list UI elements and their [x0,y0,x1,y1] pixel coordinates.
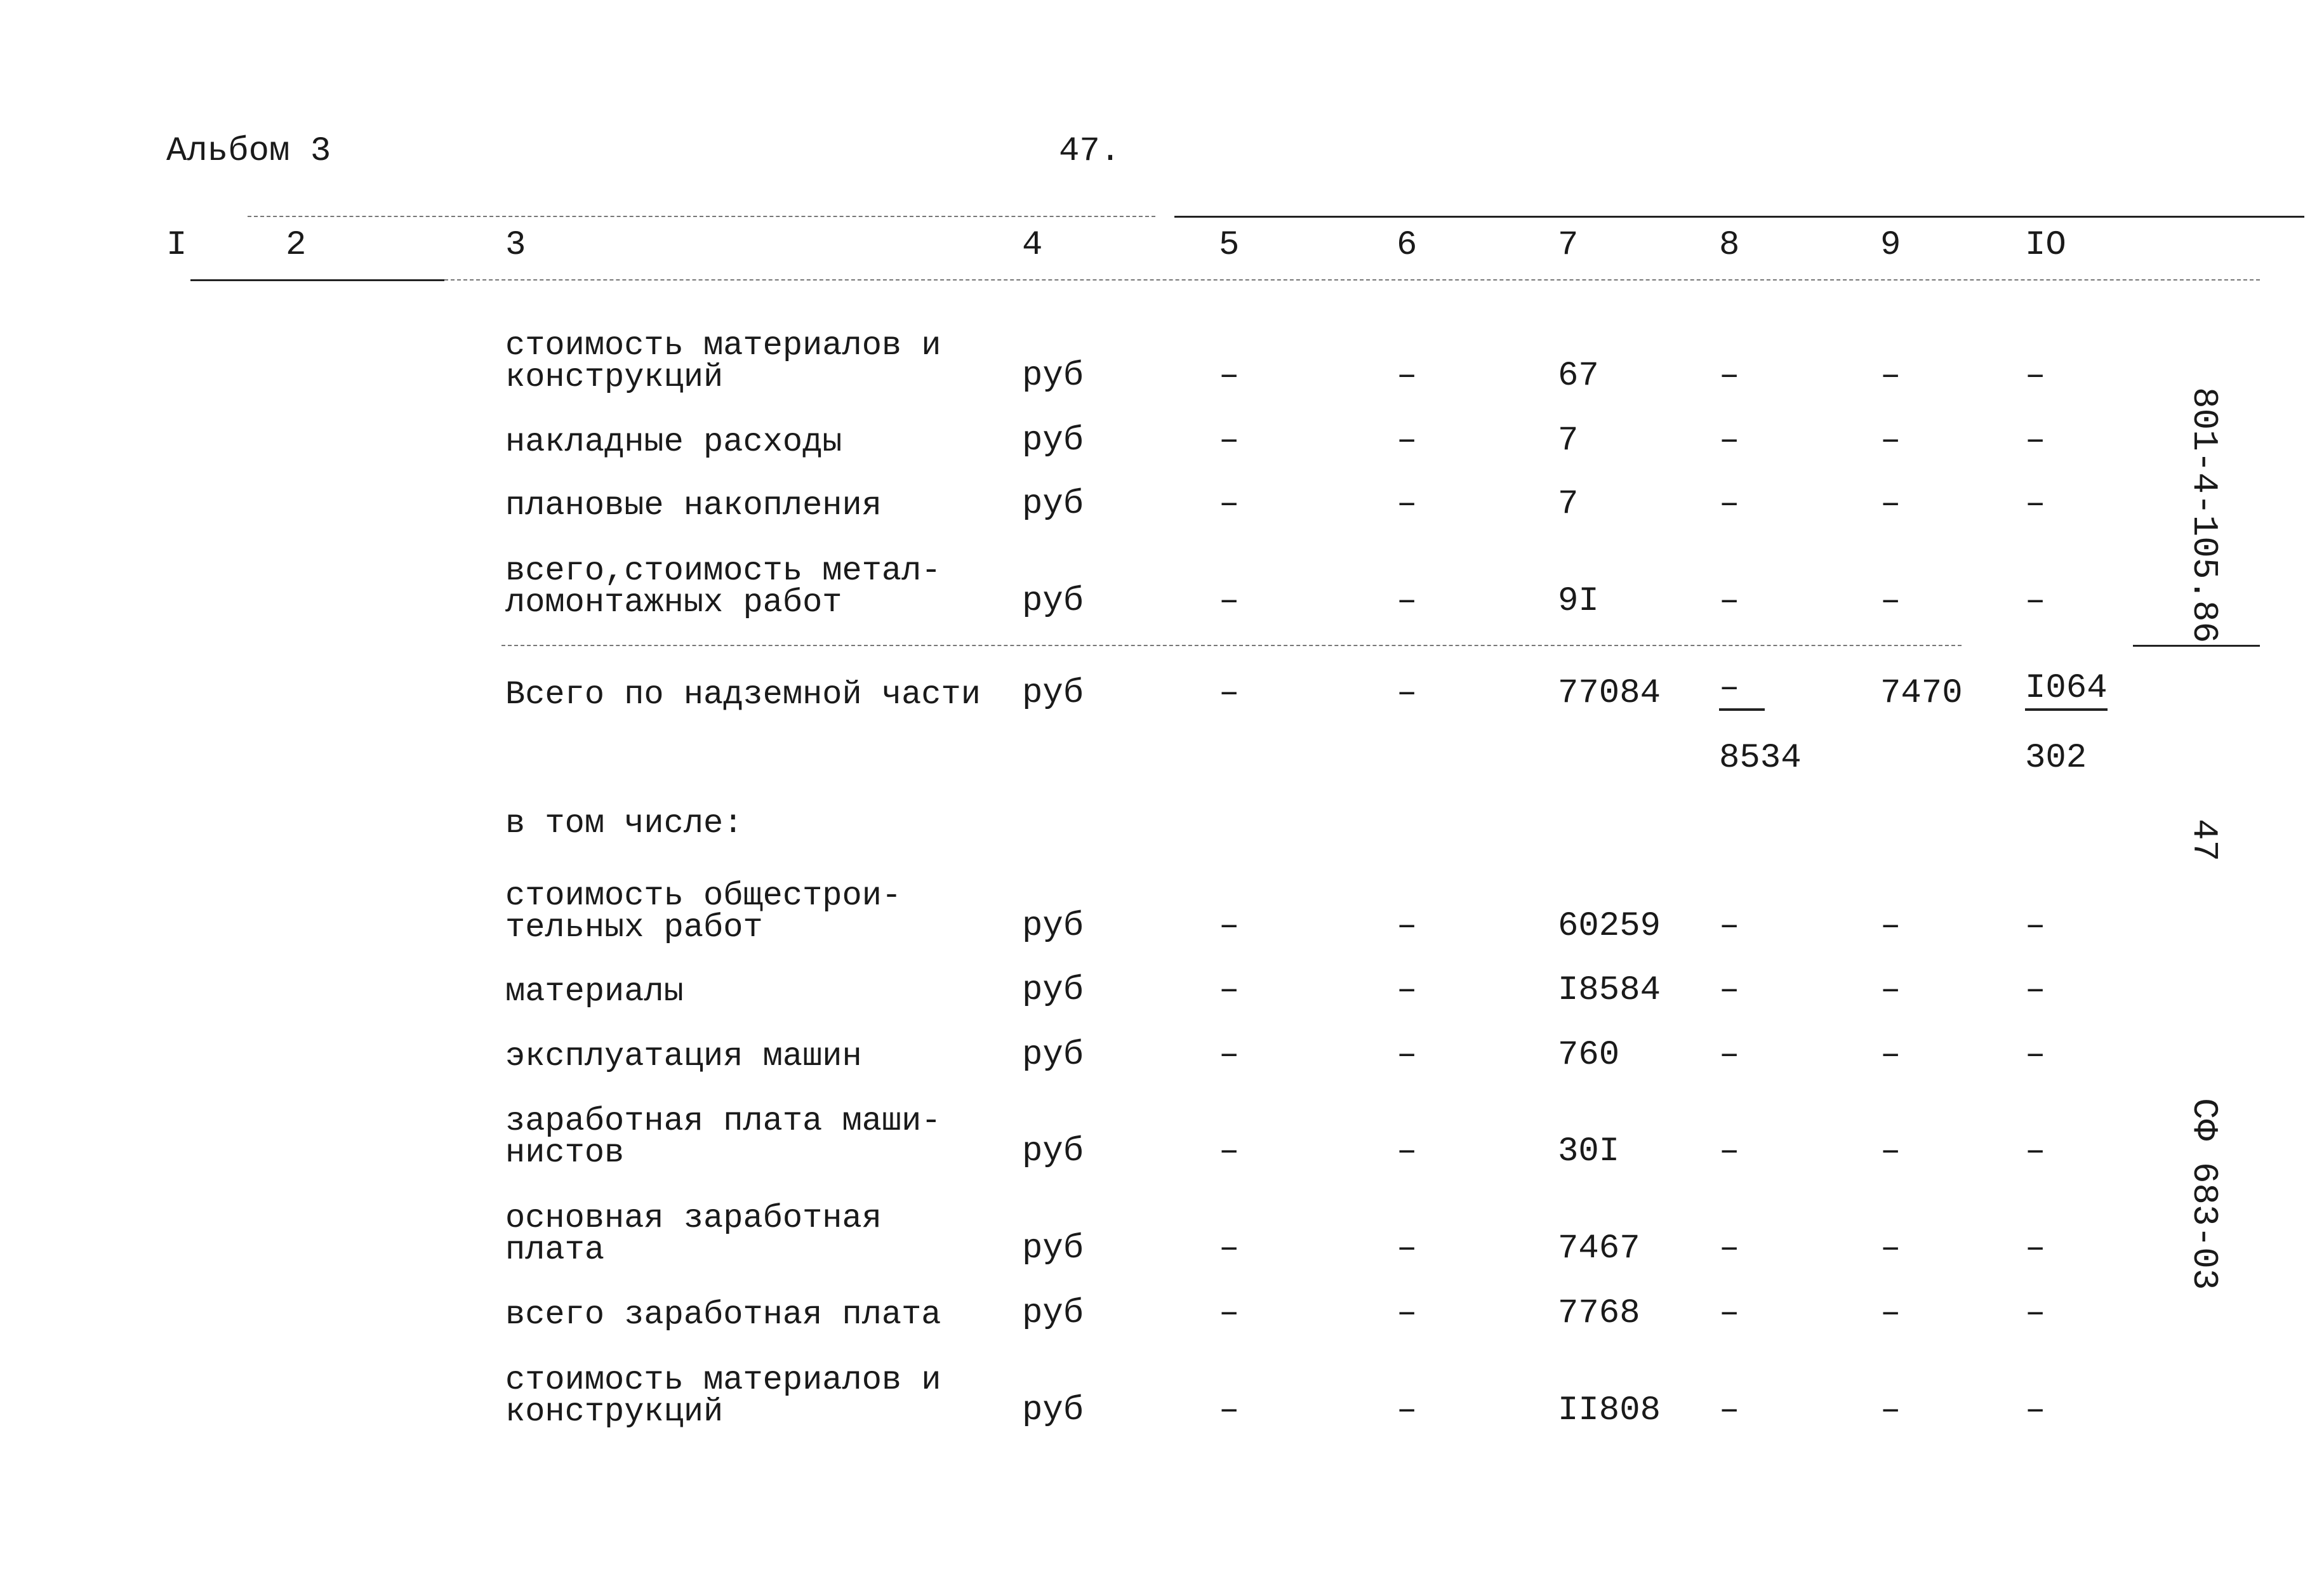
row-col9: – [1880,582,1901,621]
row-col6: – [1397,485,1418,524]
row-col9: – [1880,1294,1901,1333]
row-unit: руб [1022,1294,1084,1333]
row-col10: – [2025,1294,2046,1333]
row-col7: 30I [1558,1132,1620,1171]
row-col8: – [1719,1294,1740,1333]
row-col8: – [1719,357,1740,395]
total-row-col6: – [1397,674,1418,713]
row-col10: – [2025,1036,2046,1075]
row-col9: – [1880,971,1901,1010]
row-col10: – [2025,907,2046,946]
row-unit: руб [1022,582,1084,621]
subheading: в том числе: [505,805,743,842]
total-row [0,666,2324,711]
row-col7: 60259 [1558,907,1661,946]
row-col5: – [1219,1294,1240,1333]
row-col8: – [1719,1132,1740,1171]
row-col9: – [1880,907,1901,946]
row-col5: – [1219,421,1240,460]
row-col6: – [1397,1391,1418,1430]
total-separator-faint [501,645,1962,646]
row-col5: – [1219,357,1240,395]
total-row-col9: 7470 [1880,674,1963,713]
row-col5: – [1219,1036,1240,1075]
top-rule-left [248,216,1155,217]
row-col9: – [1880,485,1901,524]
row-col7: 7467 [1558,1229,1640,1268]
total-row-col8-denominator: 8534 [1719,739,1802,777]
row-col6: – [1397,357,1418,395]
row-col7: II808 [1558,1391,1661,1430]
row-col5: – [1219,1132,1240,1171]
total-row-col5: – [1219,674,1240,713]
column-number: 8 [1719,226,1740,265]
row-col5: – [1219,485,1240,524]
column-number: I [166,226,187,265]
row-col7: 9I [1558,582,1599,621]
row-description: стоимость материалов и конструкций [505,327,941,396]
header-rule-a [190,279,444,281]
row-description: всего,стоимость метал- ломонтажных работ [505,552,941,621]
table-row [0,452,2324,522]
row-col10: – [2025,357,2046,395]
row-col8: – [1719,971,1740,1010]
row-description: стоимость общестрои- тельных работ [505,877,902,946]
table-row [0,1003,2324,1073]
row-unit: руб [1022,1132,1084,1171]
table-row [0,1261,2324,1331]
column-number: 2 [286,226,307,265]
total-row-col8-numerator: – [1719,671,1765,711]
row-col6: – [1397,971,1418,1010]
row-col5: – [1219,582,1240,621]
table-row [0,388,2324,461]
column-number: 5 [1219,226,1240,265]
row-col5: – [1219,1229,1240,1268]
row-unit: руб [1022,1229,1084,1268]
total-row-col10-denominator: 302 [2025,739,2087,777]
total-row-unit: руб [1022,674,1084,713]
row-col8: – [1719,582,1740,621]
row-col8: – [1719,1036,1740,1075]
row-unit: руб [1022,971,1084,1010]
page-number: 47. [1059,132,1121,171]
document-code: 801-4-105.86 [2184,387,2224,644]
top-rule-right [1174,216,2304,218]
row-col7: 7 [1558,421,1579,460]
album-label: Альбом 3 [166,132,331,171]
row-col9: – [1880,1391,1901,1430]
row-col9: – [1880,357,1901,395]
row-col7: 7768 [1558,1294,1640,1333]
row-description: эксплуатация машин [505,1038,862,1075]
row-col9: – [1880,421,1901,460]
row-col6: – [1397,1294,1418,1333]
table-row [0,1196,2324,1269]
row-description: накладные расходы [505,423,842,461]
row-col5: – [1219,971,1240,1010]
row-unit: руб [1022,485,1084,524]
row-col8: – [1719,1391,1740,1430]
row-col5: – [1219,907,1240,946]
archive-code: СФ 683-03 [2184,1098,2224,1290]
row-col8: – [1719,907,1740,946]
column-number: 9 [1880,226,1901,265]
row-description: всего заработная плата [505,1296,941,1333]
row-description: заработная плата маши- нистов [505,1102,941,1172]
table-row [0,938,2324,1008]
row-col8: – [1719,485,1740,524]
row-col6: – [1397,1132,1418,1171]
row-col7: I8584 [1558,971,1661,1010]
row-col7: 67 [1558,357,1599,395]
column-number: IO [2025,226,2066,265]
total-row-col7: 77084 [1558,674,1661,713]
row-col10: – [2025,1132,2046,1171]
row-unit: руб [1022,1391,1084,1430]
table-row [0,1099,2324,1172]
total-row-col10-numerator: I064 [2025,671,2108,711]
row-col8: – [1719,1229,1740,1268]
total-separator-solid [2133,645,2260,647]
row-col10: – [2025,1391,2046,1430]
table-row [0,1358,2324,1431]
column-number: 3 [505,226,526,265]
column-number: 7 [1558,226,1579,265]
row-col8: – [1719,421,1740,460]
table-row [0,324,2324,394]
table-row [0,874,2324,944]
row-col10: – [2025,582,2046,621]
row-col6: – [1397,421,1418,460]
row-col9: – [1880,1132,1901,1171]
column-number: 6 [1397,226,1418,265]
row-unit: руб [1022,907,1084,946]
row-unit: руб [1022,1036,1084,1075]
row-col6: – [1397,1036,1418,1075]
row-col9: – [1880,1229,1901,1268]
row-unit: руб [1022,357,1084,395]
row-unit: руб [1022,421,1084,460]
row-col10: – [2025,1229,2046,1268]
row-col6: – [1397,907,1418,946]
row-col10: – [2025,971,2046,1010]
row-col7: 7 [1558,485,1579,524]
row-col7: 760 [1558,1036,1620,1075]
row-description: материалы [505,973,684,1010]
row-col6: – [1397,582,1418,621]
row-col10: – [2025,485,2046,524]
header-rule-b [444,279,2260,281]
row-col5: – [1219,1391,1240,1430]
margin-sheet-number: 47 [2184,819,2224,862]
row-description: основная заработная плата [505,1200,882,1269]
row-col6: – [1397,1229,1418,1268]
row-description: стоимость материалов и конструкций [505,1361,941,1431]
row-description: плановые накопления [505,487,882,524]
row-col10: – [2025,421,2046,460]
column-number: 4 [1022,226,1043,265]
table-row [0,549,2324,619]
total-row-description: Всего по надземной части [505,676,981,713]
row-col9: – [1880,1036,1901,1075]
